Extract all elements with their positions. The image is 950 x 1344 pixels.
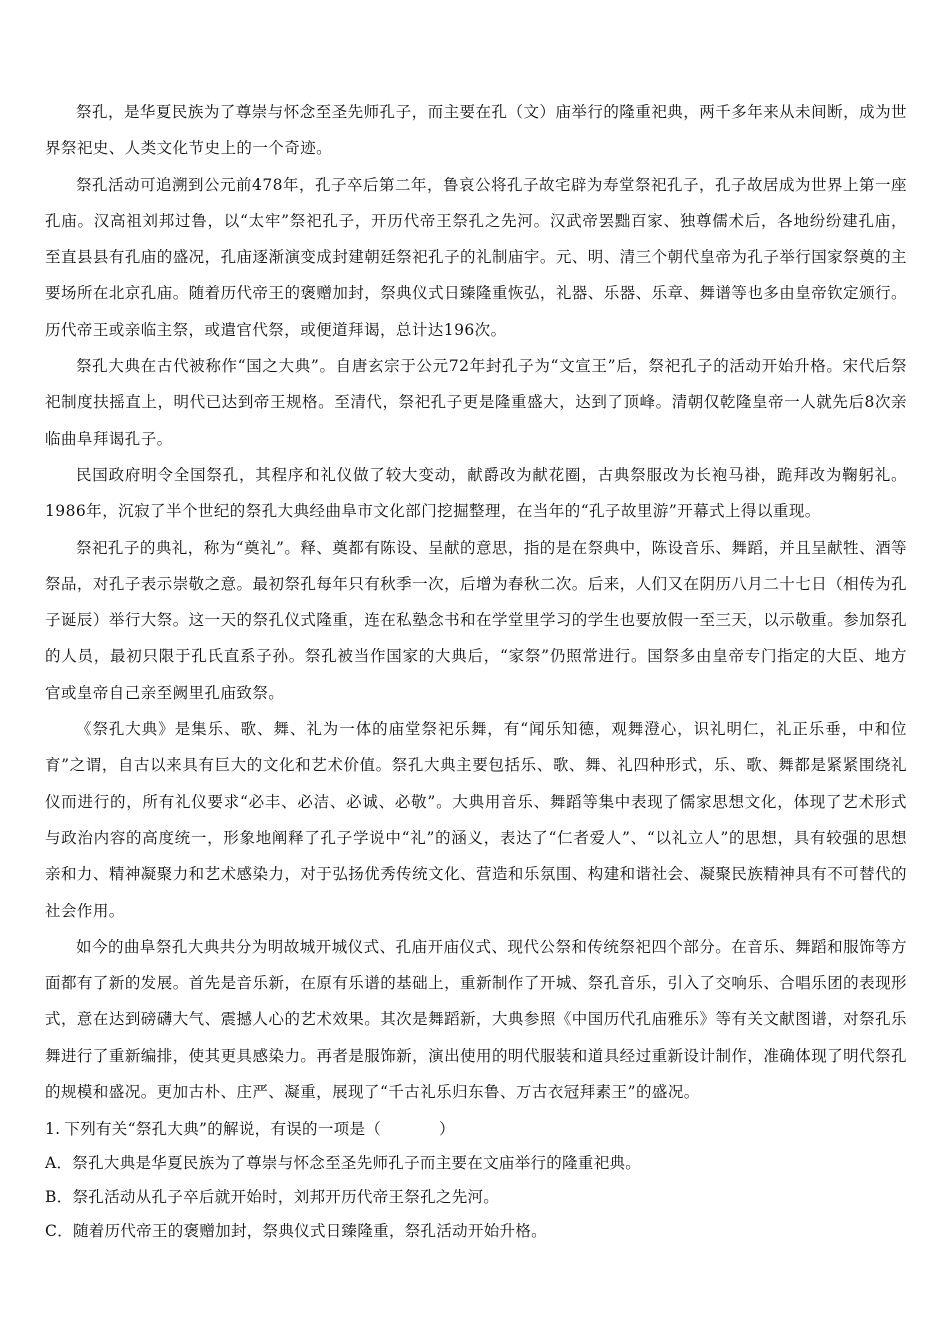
reading-passage bbox=[45, 94, 907, 1110]
passage-paragraph-6: 《祭孔大典》是集乐、歌、舞、礼为一体的庙堂祭祀乐舞，有“闻乐知德，观舞澄心，识礼明仁，礼正乐垂，中和位育”之谓，自古以来具有巨大的文化和艺术价值。祭孔大典主要包括乐、歌、舞、礼四种形式，乐、歌、舞都是紧紧围绕礼仪而进行的，所有礼仪要求“必丰、必洁、必诚、必敬”。大典用音乐、舞蹈等集中表现了儒家思想文化，体现了艺术形式与政治内容的高度统一，形象地阐释了孔子学说中“礼”的涵义，表达了“仁者爱人”、“以礼立人”的思想，具有较强的思想亲和力、精神凝聚力和艺术感染力，对于弘扬优秀传统文化、营造和乐氛围、构建和谐社会、凝聚民族精神具有不可替代的社会作用。 bbox=[45, 720, 907, 920]
passage-paragraph-7: 如今的曲阜祭孔大典共分为明故城开城仪式、孔庙开庙仪式、现代公祭和传统祭祀四个部分。在音乐、舞蹈和服饰等方面都有了新的发展。首先是音乐新，在原有乐谱的基础上，重新制作了开城、祭孔音乐，引入了交响乐、合唱乐团的表现形式，意在达到磅礴大气、震撼人心的艺术效果。其次是舞蹈新，大典参照《中国历代孔庙雅乐》等有关文献图谱，对祭孔乐舞进行了重新编排，使其更具感染力。再者是服饰新，演出使用的明代服装和道具经过重新设计制作，准确体现了明代祭孔的规模和盛况。更加古朴、庄严、凝重，展现了“千古礼乐归东鲁、万古衣冠拜素王”的盛况。 bbox=[45, 937, 907, 1102]
question-stem bbox=[45, 1112, 907, 1146]
passage-paragraph-3: 祭孔大典在古代被称作“国之大典”。自唐玄宗于公元72年封孔子为“文宣王”后，祭祀孔子的活动开始升格。宋代后祭祀制度扶摇直上，明代已达到帝王规格。至清代，祭祀孔子更是隆重盛大，达到了顶峰。清朝仅乾隆皇帝一人就先后8次亲临曲阜拜谒孔子。 bbox=[45, 357, 907, 448]
passage-paragraph-1: 祭孔，是华夏民族为了尊崇与怀念至圣先师孔子，而主要在孔（文）庙举行的隆重祀典，两千多年来从未间断，成为世界祭祀史、人类文化节史上的一个奇迹。 bbox=[45, 103, 907, 158]
question-number: 1. bbox=[45, 1120, 61, 1138]
passage-paragraph-4: 民国政府明令全国祭孔，其程序和礼仪做了较大变动，献爵改为献花圈，古典祭服改为长袍马褂，跪拜改为鞠躬礼。1986年，沉寂了半个世纪的祭孔大典经曲阜市文化部门挖掘整理，在当年的“孔子故里游”开幕式上得以重现。 bbox=[45, 465, 907, 521]
question-stem-end: ） bbox=[439, 1120, 455, 1138]
option-c: C．随着历代帝王的褒赠加封，祭典仪式日臻隆重，祭孔活动开始升格。 bbox=[45, 1222, 547, 1240]
option-b: B．祭孔活动从孔子卒后就开始时，刘邦开历代帝王祭孔之先河。 bbox=[45, 1188, 500, 1206]
passage-paragraph-5: 祭祀孔子的典礼，称为“奠礼”。释、奠都有陈设、呈献的意思，指的是在祭典中，陈设音乐、舞蹈，并且呈献牲、酒等祭品，对孔子表示崇敬之意。最初祭孔每年只有秋季一次，后增为春秋二次。后来，人们又在阴历八月二十七日（相传为孔子诞辰）举行大祭。这一天的祭孔仪式隆重，连在私塾念书和在学堂里学习的学生也要放假一至三天，以示敬重。参加祭孔的人员，最初只限于孔氏直系子孙。祭孔被当作国家的大典后，“家祭”仍照常进行。国祭多由皇帝专门指定的大臣、地方官或皇帝自己亲至阙里孔庙致祭。 bbox=[45, 538, 907, 702]
option-a: A．祭孔大典是华夏民族为了尊崇与怀念至圣先师孔子而主要在文庙举行的隆重祀典。 bbox=[45, 1154, 642, 1172]
passage-paragraph-2: 祭孔活动可追溯到公元前478年，孔子卒后第二年，鲁哀公将孔子故宅辟为寿堂祭祀孔子，孔子故居成为世界上第一座孔庙。汉高祖刘邦过鲁，以“太牢”祭祀孔子，开历代帝王祭孔之先河。汉武帝罢黜百家、独尊儒术后，各地纷纷建孔庙，至直县县有孔庙的盛况，孔庙逐渐演变成封建朝廷祭祀孔子的礼制庙宇。元、明、清三个朝代皇帝为孔子举行国家祭奠的主要场所在北京孔庙。随着历代帝王的褒赠加封，祭典仪式日臻隆重恢弘，礼器、乐器、乐章、舞谱等也多由皇帝钦定颁行。历代帝王或亲临主祭，或遣官代祭，或便道拜谒，总计达196次。 bbox=[45, 175, 907, 339]
question-stem-text: 下列有关“祭孔大典”的解说，有误的一项是（ bbox=[64, 1120, 382, 1138]
question-1 bbox=[45, 1112, 907, 1248]
